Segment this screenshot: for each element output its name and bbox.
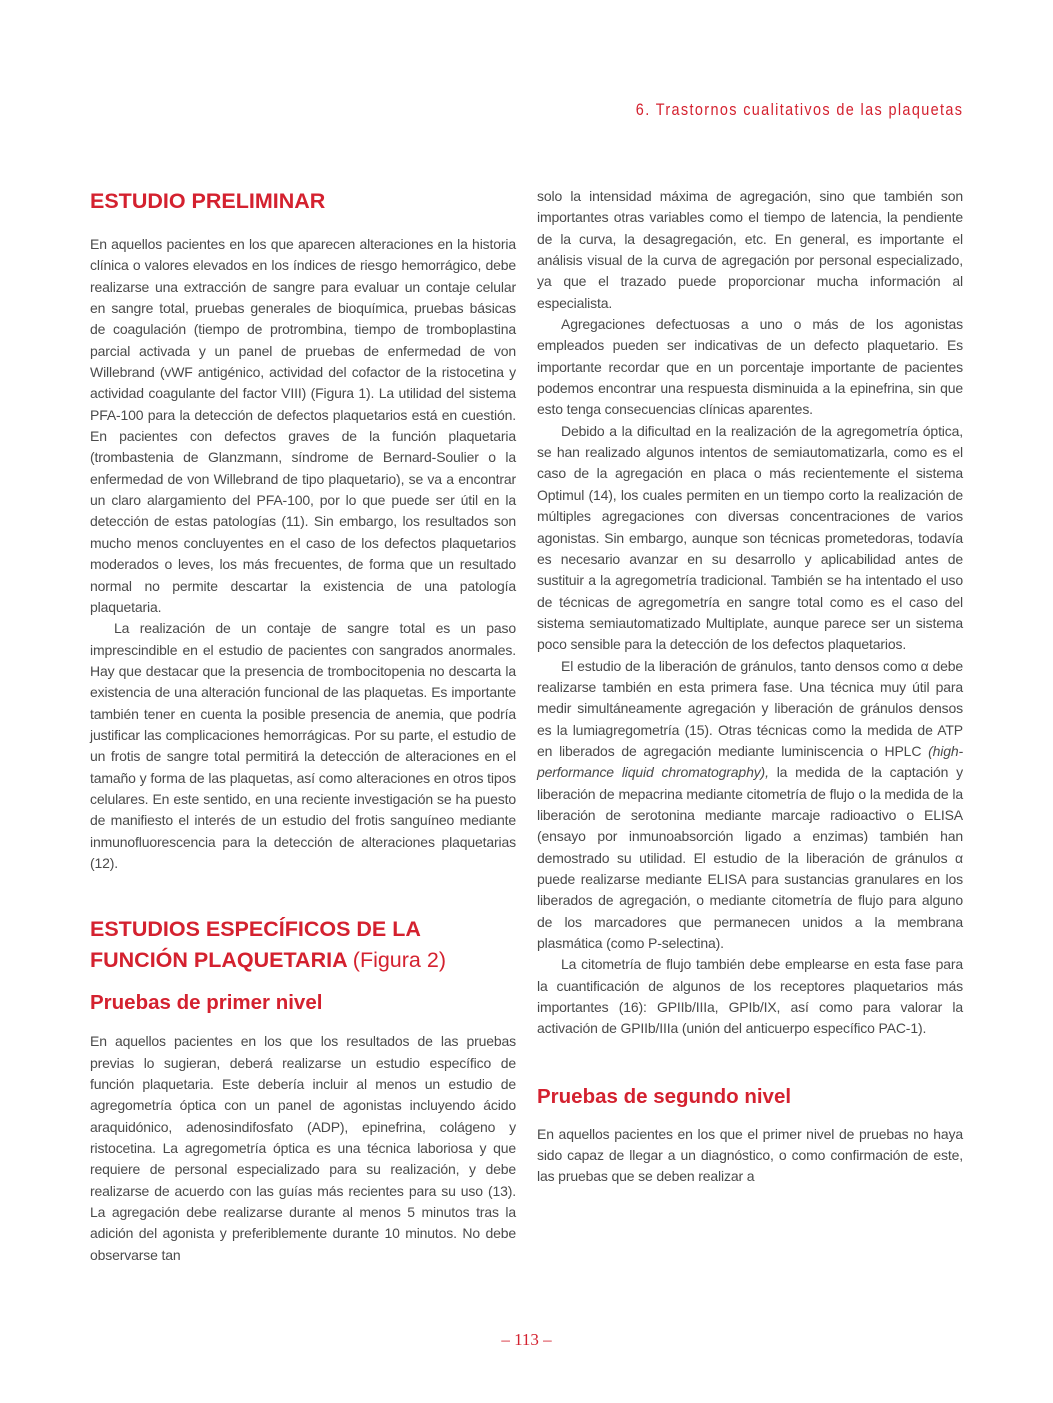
italic-term: (high-performance liquid chromatography), [537, 742, 963, 781]
section-heading-preliminar: ESTUDIO PRELIMINAR [90, 189, 326, 213]
right-column [537, 186, 963, 1188]
paragraph: Debido a la dificultad en la realización de la agregometría óptica, se han realizado algunos intentos de semiautomatizarla, como es el caso de la agregación en placa o más recientemente el sistema Optimul (14), los cuales permiten en un tiempo corto la realización de múltiples agregaciones con diversas concentraciones de varios agonistas. Sin embargo, aunque son técnicas prometedoras, todavía es necesario avanzar en su desarrollo y aplicabilidad antes de sustituir a la agregometría tradicional. También se ha intentado el uso de técnicas de agregometría en sangre total como es el caso del sistema semiautomatizado Multiplate, aunque parece ser un sistema poco sensible para la detección de los defectos plaquetarios. [537, 422, 963, 653]
left-column [90, 186, 516, 1266]
paragraph: solo la intensidad máxima de agregación, sino que también son importantes otras variables como el tiempo de latencia, la pendiente de la curva, la desagregación, etc. En general, es importante el análisis visual de la curva de agregación por personal especializado, ya que el trazado puede proporcionar mucha información al especialista. [537, 188, 963, 311]
section-heading-especificos [90, 914, 516, 976]
paragraph: Agregaciones defectuosas a uno o más de los agonistas empleados pueden ser indicativas de un defecto plaquetario. Es importante recordar que en un porcentaje importante de pacientes podemos encontrar una respuesta disminuida a la epinefrina, sin que esto tenga consecuencias clínicas aparentes. [537, 316, 963, 418]
paragraph: La citometría de flujo también debe emplearse en esta fase para la cuantificación de algunos de los receptores plaquetarios más importantes (16): GPIIb/IIIa, GPIb/IX, así como para valorar la activación de GPIIb/IIIa (unión del anticuerpo específico PAC-1). [537, 956, 963, 1037]
subheading-segundo-nivel: Pruebas de segundo nivel [537, 1084, 792, 1108]
paragraph [537, 656, 963, 955]
section-heading-text: ESTUDIOS ESPECÍFICOS DE LA FUNCIÓN PLAQUETARIA [90, 917, 421, 973]
subheading-primer-nivel: Pruebas de primer nivel [90, 991, 323, 1015]
paragraph: En aquellos pacientes en los que el primer nivel de pruebas no haya sido capaz de llegar a un diagnóstico, o como confirmación de este, las pruebas que se deben realizar a [537, 1125, 963, 1185]
paragraph: En aquellos pacientes en los que aparecen alteraciones en la historia clínica o valores elevados en los índices de riesgo hemorrágico, debe realizarse una extracción de sangre para evaluar un contaje celular en sangre total, pruebas generales de bioquímica, pruebas básicas de coagulación (tiempo de protrombina, tiempo de tromboplastina parcial activada y un panel de pruebas de enfermedad de von Willebrand (vWF antigénico, actividad del cofactor de la ristocetina y actividad coagulante del factor VIII) (Figura 1). La utilidad del sistema PFA-100 para la detección de defectos plaquetarios está en cuestión. En pacientes con defectos graves de la función plaquetaria (trombastenia de Glanzmann, síndrome de Bernard-Soulier o la enfermedad de von Willebrand de tipo plaquetario), se va a encontrar un claro alargamiento del PFA-100, por lo que puede ser útil en la detección de estas patologías (11). Sin embargo, los resultados son mucho menos concluyentes en el caso de los defectos plaquetarios moderados o leves, los más frecuentes, de forma que un resultado normal no permite descartar la existencia de una patología plaquetaria. [90, 236, 516, 615]
paragraph-text: El estudio de la liberación de gránulos, tanto densos como α debe realizarse también en esta primera fase. Una técnica muy útil para medir simultáneamente agregación y liberación de gránulos densos es la lumiagregometría (15). Otras técnicas como la medida de ATP en liberados de agregación mediante luminiscencia o HPLC [537, 657, 963, 759]
page-number: – 113 – [501, 1330, 552, 1349]
paragraph: La realización de un contaje de sangre total es un paso imprescindible en el estudio de pacientes con sangrados anormales. Hay que destacar que la presencia de trombocitopenia no descarta la existencia de una alteración funcional de las plaquetas. Es importante también tener en cuenta la posible presencia de anemia, que podría justificar las complicaciones hemorrágicas. Por su parte, el estudio de un frotis de sangre total permitirá la detección de alteraciones en el tamaño y forma de las plaquetas, así como alteraciones en otros tipos celulares. En este sentido, en una reciente investigación se ha puesto de manifiesto el interés de un estudio del frotis sanguíneo mediante inmunofluorescencia para la detección de alteraciones plaquetarias (12). [90, 620, 516, 871]
paragraph-text: la medida de la captación y liberación de mepacrina mediante citometría de flujo o la medida de la liberación de serotonina mediante marcaje radioactivo o ELISA (ensayo por inmunoabsorción ligado a enzimas) también han demostrado su utilidad. El estudio de la liberación de gránulos α puede realizarse mediante ELISA para sustancias granulares en los liberados de agregación, o mediante citometría de flujo para alguno de los marcadores que permanecen unidos a la membrana plasmática (como P-selectina). [537, 764, 963, 952]
paragraph: En aquellos pacientes en los que los resultados de las pruebas previas lo sugieran, deberá realizarse un estudio específico de función plaquetaria. Este debería incluir al menos un estudio de agregometría óptica con un panel de agonistas incluyendo ácido araquidónico, adenosindifosfato (ADP), epinefrina, colágeno y ristocetina. La agregometría óptica es una técnica laboriosa y que requiere de personal especializado para su realización, y debe realizarse de acuerdo con las guías más recientes para su uso (13). La agregación debe realizarse durante al menos 5 minutos tras la adición del agonista y preferiblemente durante 10 minutos. No debe observarse tan [90, 1033, 516, 1263]
figure-reference: (Figura 2) [352, 948, 446, 973]
running-header: 6. Trastornos cualitativos de las plaquetas [635, 100, 963, 119]
